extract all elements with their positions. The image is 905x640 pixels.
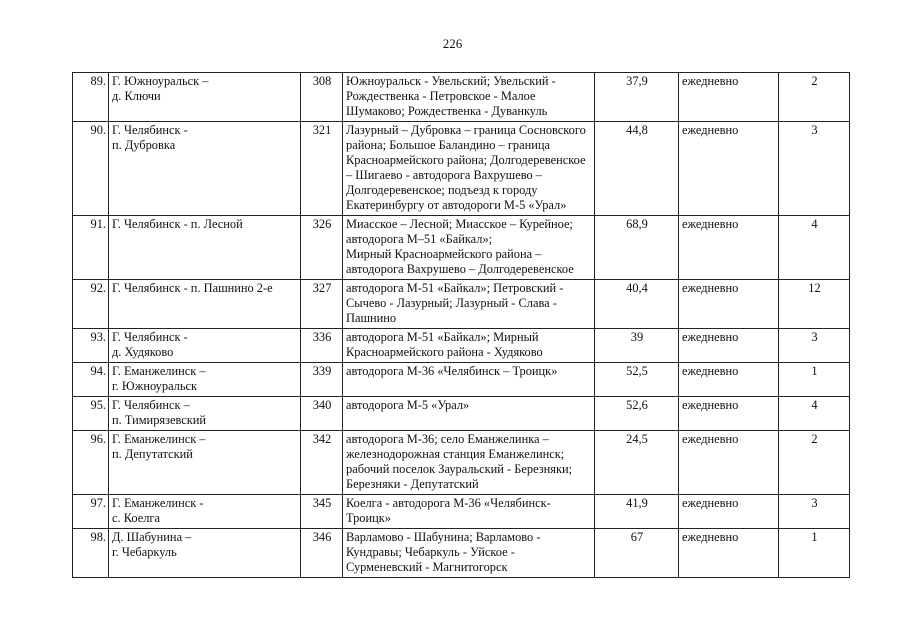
route-code-cell: 345 bbox=[301, 495, 343, 529]
route-code-cell: 340 bbox=[301, 397, 343, 431]
route-count-cell: 4 bbox=[779, 216, 850, 280]
route-length-cell: 52,6 bbox=[595, 397, 679, 431]
route-code-cell: 336 bbox=[301, 329, 343, 363]
route-length-cell: 37,9 bbox=[595, 73, 679, 122]
route-count-cell: 1 bbox=[779, 363, 850, 397]
route-frequency-cell: ежедневно bbox=[679, 495, 779, 529]
route-name-cell: Г. Еманжелинск – г. Южноуральск bbox=[109, 363, 301, 397]
table-row bbox=[73, 529, 850, 578]
table-row bbox=[73, 73, 850, 122]
route-frequency-cell: ежедневно bbox=[679, 397, 779, 431]
route-number-cell: 95. bbox=[73, 397, 109, 431]
route-count-cell: 4 bbox=[779, 397, 850, 431]
route-path-cell: автодорога М-5 «Урал» bbox=[343, 397, 595, 431]
route-number-cell: 91. bbox=[73, 216, 109, 280]
route-frequency-cell: ежедневно bbox=[679, 431, 779, 495]
route-count-cell: 12 bbox=[779, 280, 850, 329]
table-row bbox=[73, 495, 850, 529]
route-number-cell: 94. bbox=[73, 363, 109, 397]
route-frequency-cell: ежедневно bbox=[679, 329, 779, 363]
route-number-cell: 96. bbox=[73, 431, 109, 495]
route-number-cell: 90. bbox=[73, 122, 109, 216]
route-count-cell: 2 bbox=[779, 431, 850, 495]
route-length-cell: 52,5 bbox=[595, 363, 679, 397]
route-name-cell: Г. Челябинск - п. Лесной bbox=[109, 216, 301, 280]
route-path-cell: автодорога М-36 «Челябинск – Троицк» bbox=[343, 363, 595, 397]
route-name-cell: Г. Челябинск - п. Дубровка bbox=[109, 122, 301, 216]
route-frequency-cell: ежедневно bbox=[679, 216, 779, 280]
route-path-cell: автодорога М-51 «Байкал»; Мирный Красноармейского района - Худяково bbox=[343, 329, 595, 363]
table-row bbox=[73, 363, 850, 397]
route-name-cell: Г. Еманжелинск – п. Депутатский bbox=[109, 431, 301, 495]
route-path-cell: автодорога М-36; село Еманжелинка – железнодорожная станция Еманжелинск; рабочий поселок Зауральский - Березняки; Березняки - Депутатский bbox=[343, 431, 595, 495]
route-frequency-cell: ежедневно bbox=[679, 363, 779, 397]
route-length-cell: 24,5 bbox=[595, 431, 679, 495]
route-count-cell: 3 bbox=[779, 329, 850, 363]
route-number-cell: 93. bbox=[73, 329, 109, 363]
route-path-cell: автодорога М-51 «Байкал»; Петровский - Сычево - Лазурный; Лазурный - Слава - Пашнино bbox=[343, 280, 595, 329]
route-count-cell: 3 bbox=[779, 495, 850, 529]
table-row bbox=[73, 329, 850, 363]
table-row bbox=[73, 397, 850, 431]
route-length-cell: 40,4 bbox=[595, 280, 679, 329]
route-path-cell: Лазурный – Дубровка – граница Сосновского района; Большое Баландино – граница Красноармейского района; Долгодеревенское – Шигаево - автодорога Вахрушево – Долгодеревенское; подъезд к городу Екатеринбургу от автодороги М-5 «Урал» bbox=[343, 122, 595, 216]
route-name-cell: Г. Еманжелинск - с. Коелга bbox=[109, 495, 301, 529]
route-code-cell: 327 bbox=[301, 280, 343, 329]
route-number-cell: 92. bbox=[73, 280, 109, 329]
route-name-cell: Г. Челябинск - д. Худяково bbox=[109, 329, 301, 363]
route-length-cell: 39 bbox=[595, 329, 679, 363]
routes-table bbox=[72, 72, 850, 578]
route-length-cell: 68,9 bbox=[595, 216, 679, 280]
route-frequency-cell: ежедневно bbox=[679, 529, 779, 578]
route-name-cell: Г. Челябинск – п. Тимирязевский bbox=[109, 397, 301, 431]
route-code-cell: 346 bbox=[301, 529, 343, 578]
route-code-cell: 308 bbox=[301, 73, 343, 122]
route-length-cell: 41,9 bbox=[595, 495, 679, 529]
route-name-cell: Г. Южноуральск – д. Ключи bbox=[109, 73, 301, 122]
table-row bbox=[73, 280, 850, 329]
routes-table-body bbox=[73, 73, 850, 578]
route-code-cell: 342 bbox=[301, 431, 343, 495]
route-number-cell: 89. bbox=[73, 73, 109, 122]
route-count-cell: 3 bbox=[779, 122, 850, 216]
route-path-cell: Варламово - Шабунина; Варламово - Кундравы; Чебаркуль - Уйское - Сурменевский - Магнитогорск bbox=[343, 529, 595, 578]
route-number-cell: 97. bbox=[73, 495, 109, 529]
route-name-cell: Г. Челябинск - п. Пашнино 2-е bbox=[109, 280, 301, 329]
table-row bbox=[73, 216, 850, 280]
route-path-cell: Южноуральск - Увельский; Увельский - Рождественка - Петровское - Малое Шумаково; Рождественка - Дуванкуль bbox=[343, 73, 595, 122]
table-row bbox=[73, 431, 850, 495]
route-number-cell: 98. bbox=[73, 529, 109, 578]
route-frequency-cell: ежедневно bbox=[679, 122, 779, 216]
table-row bbox=[73, 122, 850, 216]
route-length-cell: 67 bbox=[595, 529, 679, 578]
route-name-cell: Д. Шабунина – г. Чебаркуль bbox=[109, 529, 301, 578]
route-count-cell: 1 bbox=[779, 529, 850, 578]
route-path-cell: Коелга - автодорога М-36 «Челябинск-Троицк» bbox=[343, 495, 595, 529]
route-code-cell: 339 bbox=[301, 363, 343, 397]
route-path-cell: Миасское – Лесной; Миасское – Курейное; автодорога М–51 «Байкал»; Мирный Красноармейского района – автодорога Вахрушево – Долгодеревенское bbox=[343, 216, 595, 280]
route-count-cell: 2 bbox=[779, 73, 850, 122]
route-frequency-cell: ежедневно bbox=[679, 280, 779, 329]
route-code-cell: 321 bbox=[301, 122, 343, 216]
route-frequency-cell: ежедневно bbox=[679, 73, 779, 122]
page-number: 226 bbox=[442, 36, 463, 51]
route-code-cell: 326 bbox=[301, 216, 343, 280]
route-length-cell: 44,8 bbox=[595, 122, 679, 216]
